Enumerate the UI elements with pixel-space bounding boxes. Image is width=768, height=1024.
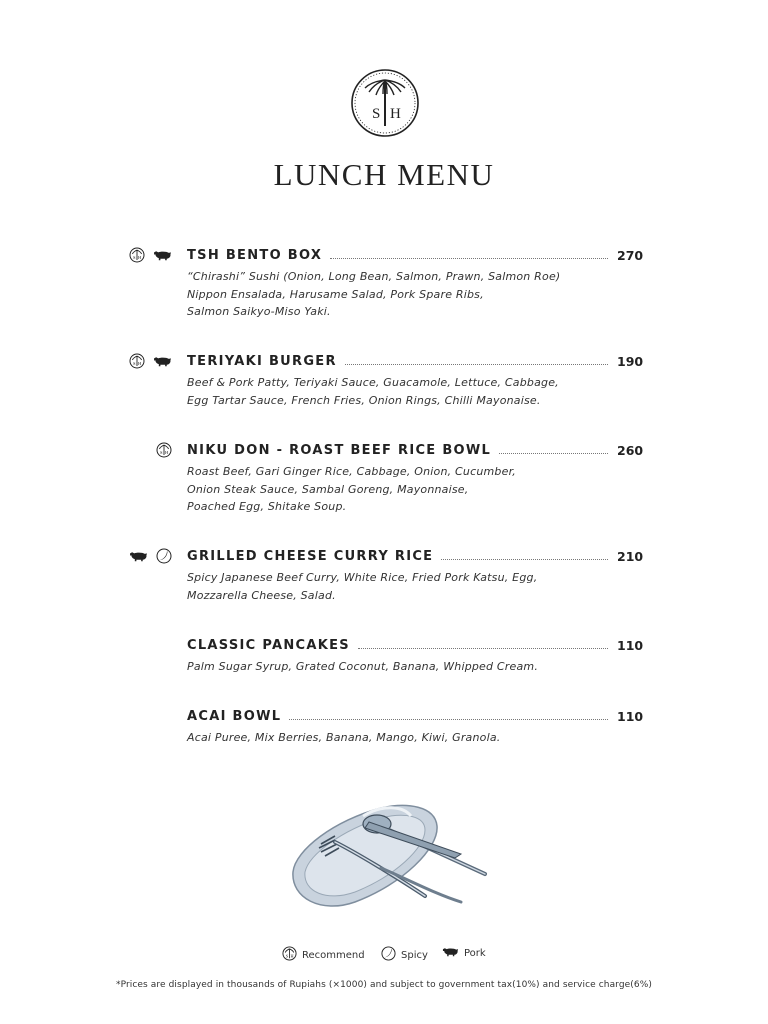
description-line: Beef & Pork Patty, Teriyaki Sauce, Guacamole, Lettuce, Cabbage,	[187, 376, 559, 389]
menu-item-tags	[124, 548, 180, 564]
menu-item-tags	[124, 442, 180, 458]
pork-icon	[442, 946, 464, 960]
dot-leader	[345, 363, 608, 365]
menu-item-description	[187, 729, 627, 747]
description-line: Salmon Saikyo-Miso Yaki.	[187, 305, 331, 318]
menu-item-name: NIKU DON - ROAST BEEF RICE BOWL	[187, 443, 492, 458]
sh-logo	[345, 68, 425, 138]
cutlery-plate-illustration	[285, 798, 495, 910]
menu-item-tags	[124, 637, 180, 653]
menu-item-description	[187, 374, 627, 409]
menu-item-price: 110	[617, 709, 644, 724]
menu-item-header	[187, 635, 644, 653]
legend-recommend	[282, 946, 365, 964]
menu-item-name: CLASSIC PANCAKES	[187, 638, 350, 653]
description-line: “Chirashi” Sushi (Onion, Long Bean, Salmon, Prawn, Salmon Roe)	[187, 270, 561, 283]
legend-pork-label: Pork	[464, 947, 486, 959]
menu-item-tags	[124, 247, 180, 263]
description-line: Nippon Ensalada, Harusame Salad, Pork Spare Ribs,	[187, 287, 484, 301]
dot-leader	[330, 257, 608, 259]
description-line: Spicy Japanese Beef Curry, White Rice, Fried Pork Katsu, Egg,	[187, 571, 538, 584]
dot-leader	[441, 558, 608, 560]
menu-item-header	[187, 706, 644, 724]
menu-item-tags	[124, 708, 180, 724]
svg-text:H: H	[138, 361, 142, 366]
menu-item-name: ACAI BOWL	[187, 709, 282, 724]
menu-item-description	[187, 268, 627, 321]
legend-recommend-label: Recommend	[302, 949, 365, 961]
svg-text:S: S	[133, 255, 136, 260]
description-line: Mozzarella Cheese, Salad.	[187, 588, 336, 602]
description-line: Egg Tartar Sauce, French Fries, Onion Rings, Chilli Mayonaise.	[187, 393, 541, 407]
logo-letter-h: H	[390, 106, 401, 122]
menu-item-name: TERIYAKI BURGER	[187, 354, 337, 369]
page-title: LUNCH MENU	[273, 157, 495, 192]
menu-item-header	[187, 351, 644, 369]
legend-spicy	[381, 946, 428, 964]
menu-item-name: GRILLED CHEESE CURRY RICE	[187, 549, 434, 564]
logo-letter-s: S	[372, 106, 381, 122]
menu-item-description	[187, 463, 627, 516]
svg-text:S: S	[160, 450, 163, 455]
description-line: Poached Egg, Shitake Soup.	[187, 500, 347, 513]
svg-text:H: H	[165, 450, 169, 455]
dot-leader	[289, 718, 608, 720]
price-footnote: *Prices are displayed in thousands of Rupiahs (×1000) and subject to government tax(10%) and service charge(6%)	[116, 980, 652, 990]
menu-item-header	[187, 440, 644, 458]
dot-leader	[499, 452, 608, 454]
menu-item-price: 110	[617, 638, 644, 653]
description-line: Roast Beef, Gari Ginger Rice, Cabbage, Onion, Cucumber,	[187, 465, 516, 478]
svg-text:H: H	[290, 953, 294, 959]
description-line: Acai Puree, Mix Berries, Banana, Mango, Kiwi, Granola.	[187, 731, 501, 744]
menu-item-price: 190	[617, 354, 644, 369]
svg-text:S: S	[133, 361, 136, 366]
menu-item-description	[187, 658, 627, 676]
menu-item-description	[187, 569, 627, 604]
icon-legend	[0, 945, 768, 963]
menu-item-name: TSH BENTO BOX	[187, 248, 323, 263]
svg-text:H: H	[138, 255, 142, 260]
menu-item-price: 270	[617, 248, 644, 263]
spicy-icon	[381, 946, 401, 964]
dot-leader	[358, 647, 608, 649]
menu-item-price: 210	[617, 549, 644, 564]
menu-item-price: 260	[617, 443, 644, 458]
menu-item-header	[187, 546, 644, 564]
svg-text:S: S	[285, 953, 289, 959]
description-line: Palm Sugar Syrup, Grated Coconut, Banana, Whipped Cream.	[187, 660, 539, 673]
legend-pork	[442, 946, 486, 960]
menu-item-header	[187, 245, 644, 263]
menu-item-tags	[124, 353, 180, 369]
recommend-icon	[282, 946, 302, 964]
legend-spicy-label: Spicy	[401, 949, 428, 961]
description-line: Onion Steak Sauce, Sambal Goreng, Mayonnaise,	[187, 482, 469, 496]
